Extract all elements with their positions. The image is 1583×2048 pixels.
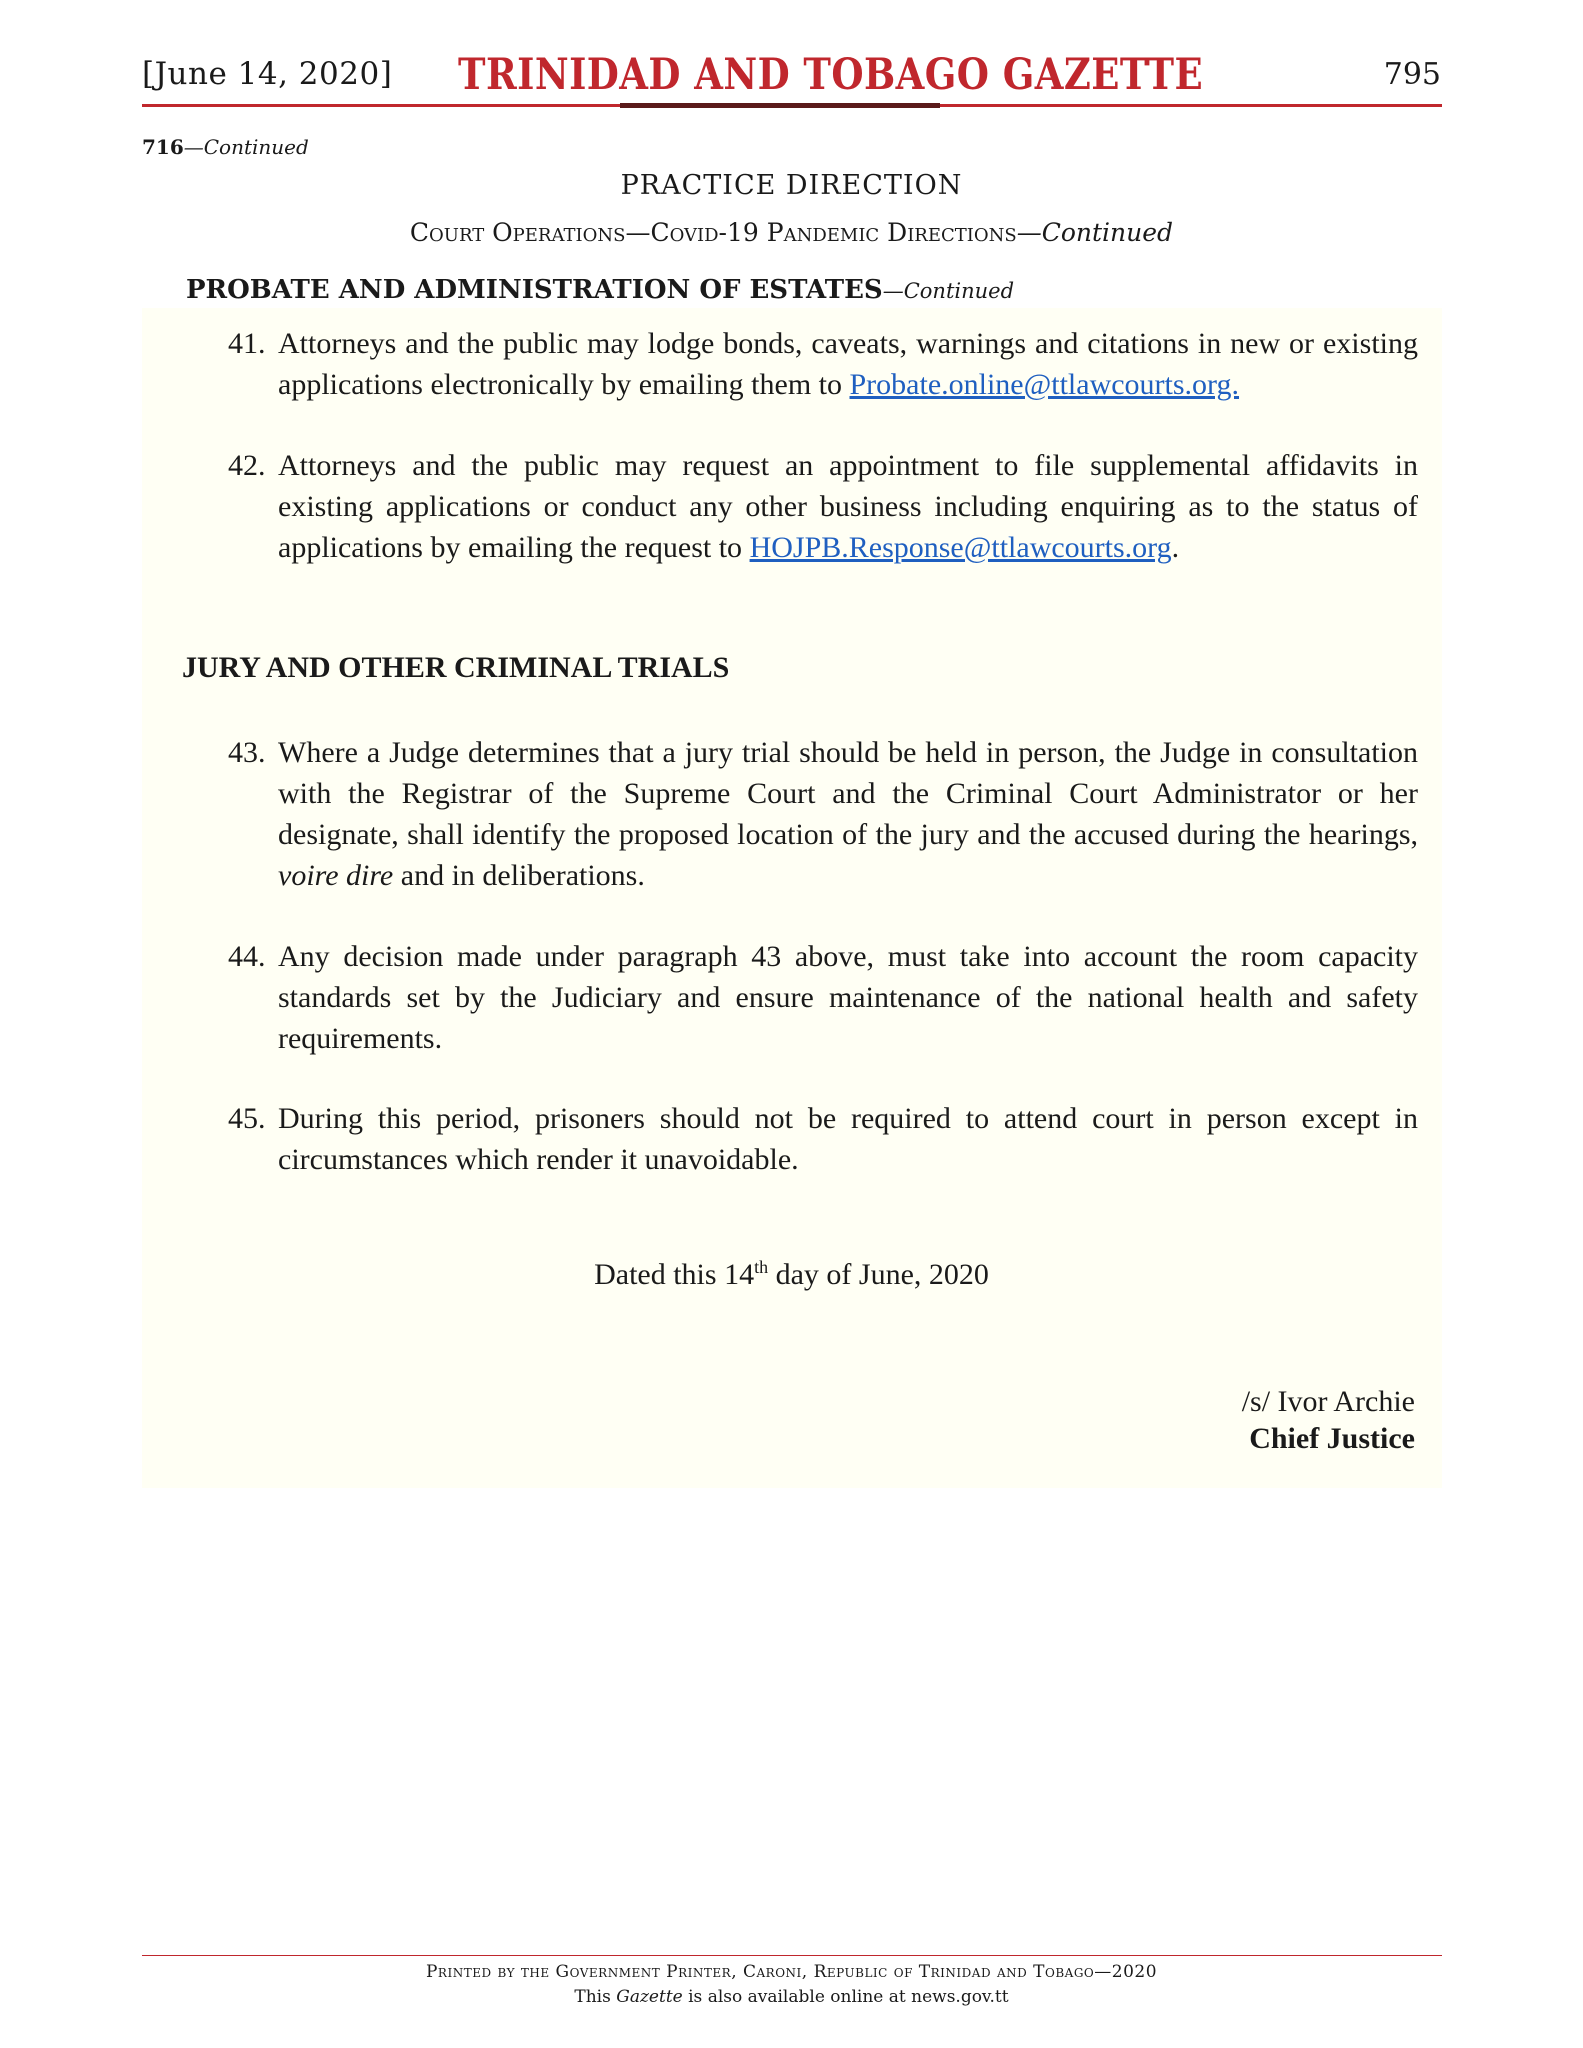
jury-section-heading: JURY AND OTHER CRIMINAL TRIALS [182,651,730,684]
paragraph-text: Where a Judge determines that a jury trial should be held in person, the Judge in consultation with the Registrar of the Supreme Court and the Criminal Court Administrator or her designate, shall identify the proposed location of the jury and the accused during the hearings, [278,736,1418,851]
probate-section-continued: —Continued [882,279,1015,303]
paragraph-43 [228,732,1418,896]
probate-email-link[interactable]: Probate.online@ttlawcourts.org. [849,368,1240,401]
paragraph-italic-term: voire dire [278,859,394,892]
paragraph-42 [228,445,1418,568]
gazette-title: TRINIDAD AND TOBAGO GAZETTE [458,50,1204,100]
footer-line2-italic: Gazette [616,1987,683,2007]
footer-availability-line [0,1987,1583,2007]
subheading-continued: —Continued [1016,218,1174,247]
paragraph-45 [228,1098,1418,1180]
paragraph-number: 42. [228,449,266,482]
footer-line2-suffix: is also available online at news.gov.tt [682,1987,1009,2007]
notice-number: 716 [142,135,184,159]
probate-section-heading [186,275,1014,305]
notice-continued: —Continued [183,135,309,159]
dated-superscript: th [754,1257,769,1277]
gazette-date: [June 14, 2020] [142,56,393,92]
probate-section-title: PROBATE AND ADMINISTRATION OF ESTATES [186,275,883,305]
paragraph-text: Any decision made under paragraph 43 above, must take into account the room capacity standards set by the Judiciary and ensure maintenance of the national health and safety requirements. [278,940,1418,1055]
dated-prefix: Dated this 14 [594,1258,755,1291]
paragraph-text-after: . [1171,531,1180,564]
signature-name: /s/ Ivor Archie [1241,1385,1415,1418]
paragraph-44 [228,936,1418,1059]
subheading-part2: Covid-19 Pandemic Directions [650,218,1017,247]
paragraph-text: Attorneys and the public may lodge bonds, caveats, warnings and citations in new or existing applications electronically by emailing them to [278,327,1418,401]
header-divider-accent [620,103,940,108]
footer-line2-prefix: This [574,1987,617,2007]
dated-line [0,1258,1583,1292]
paragraph-text-after: and in deliberations. [393,859,645,892]
paragraph-number: 41. [228,327,266,360]
footer-printer-line: Printed by the Government Printer, Caroni, Republic of Trinidad and Tobago—2020 [425,1962,1158,1982]
practice-direction-heading: PRACTICE DIRECTION [620,170,963,201]
subheading-part1: Court Operations [409,218,626,247]
notice-continued-label [142,135,309,159]
subheading-dash: — [625,218,651,247]
document-subheading [0,218,1583,247]
hojpb-email-link[interactable]: HOJPB.Response@ttlawcourts.org [749,531,1172,564]
paragraph-number: 44. [228,940,266,973]
page-number: 795 [1383,57,1441,92]
paragraph-number: 43. [228,736,266,769]
dated-suffix: day of June, 2020 [768,1258,989,1291]
footer-divider [142,1955,1442,1956]
paragraph-41 [228,323,1418,405]
paragraph-number: 45. [228,1102,266,1135]
paragraph-text: During this period, prisoners should not be required to attend court in person except in circumstances which render it unavoidable. [278,1102,1418,1176]
signature-title: Chief Justice [1249,1422,1415,1455]
paragraph-text: Attorneys and the public may request an appointment to file supplemental affidavits in existing applications or conduct any other business including enquiring as to the status of applications by emailing the request to [278,449,1418,564]
